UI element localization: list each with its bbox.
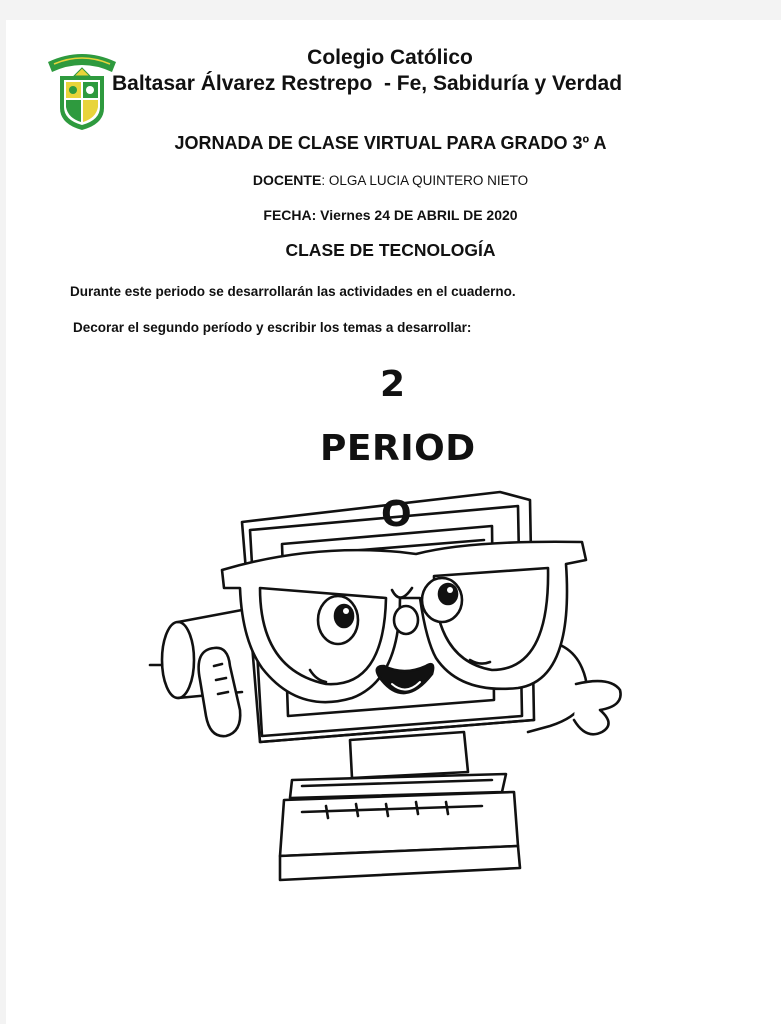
school-name: Colegio Católico xyxy=(307,46,473,69)
school-shield-logo-icon xyxy=(44,42,120,134)
paragraph-instructions: Decorar el segundo período y escribir los temas a desarrollar: xyxy=(73,320,472,335)
journal-title: JORNADA DE CLASE VIRTUAL PARA GRADO 3º A xyxy=(174,133,607,153)
paragraph-activities: Durante este periodo se desarrollarán las actividades en el cuaderno. xyxy=(70,284,516,299)
period-word-part1: PERIOD xyxy=(320,428,476,469)
teacher-name: : OLGA LUCIA QUINTERO NIETO xyxy=(321,173,529,188)
school-motto: Baltasar Álvarez Restrepo - Fe, Sabiduría y Verdad xyxy=(112,72,623,95)
subject-title: CLASE DE TECNOLOGÍA xyxy=(285,240,496,260)
period-word-part2: O xyxy=(381,494,412,535)
date-line: FECHA: Viernes 24 DE ABRIL DE 2020 xyxy=(263,207,518,223)
teacher-label: DOCENTE xyxy=(252,172,322,188)
teacher-line xyxy=(0,172,781,188)
period-number: 2 xyxy=(380,364,406,405)
